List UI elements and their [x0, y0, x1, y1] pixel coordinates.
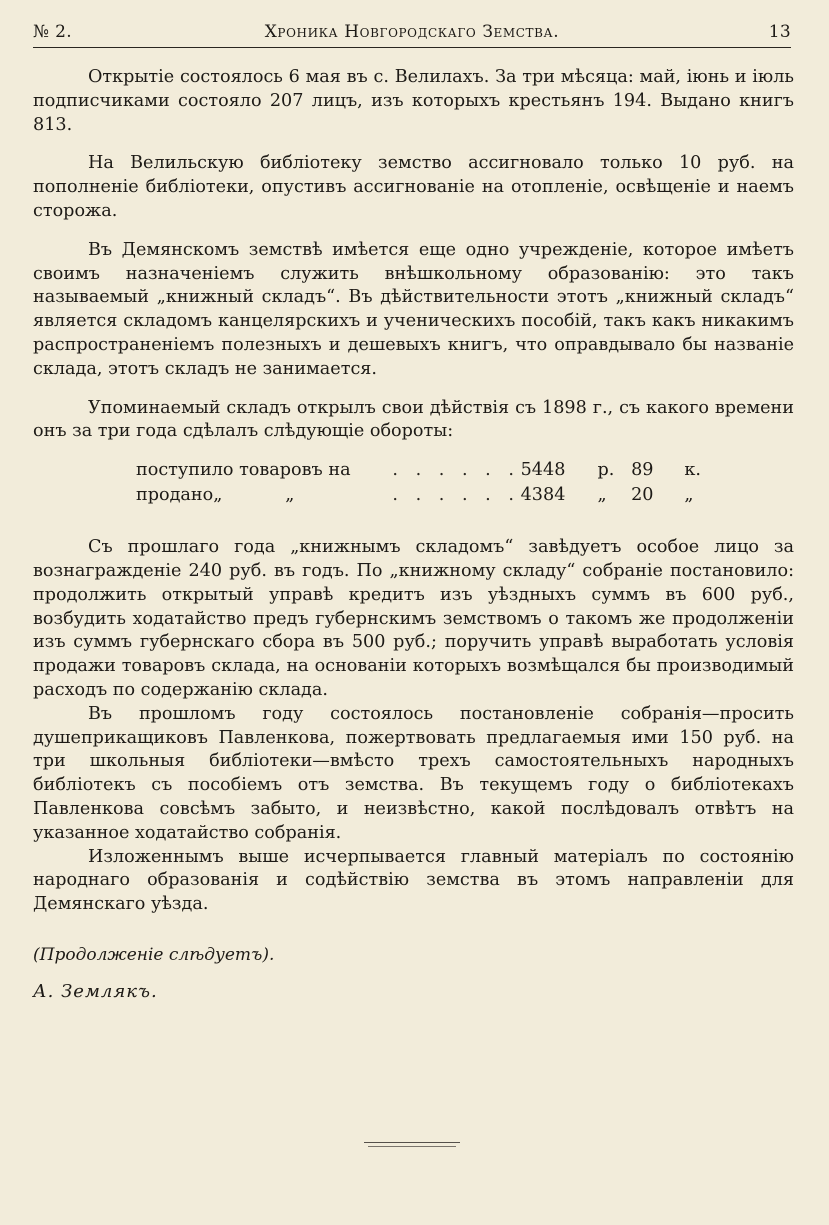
body-text [33, 66, 794, 1004]
row-kop-unit: „ [684, 485, 694, 506]
table-row [136, 484, 716, 509]
paragraph-depot-turnover: Упоминаемый складъ открылъ свои дѣйствія съ 1898 г., съ какого времени онъ за три года сдѣлалъ слѣдующіе обороты: [33, 397, 794, 442]
paragraph-conclusion: Изложеннымъ выше исчерпывается главный матеріалъ по состоянію народнаго образованія и содѣйствію земства въ этомъ направленіи для Демянскаго уѣзда. [33, 846, 794, 915]
row-item: продано [136, 485, 214, 506]
row-item-cell [136, 484, 392, 508]
paragraph-pavlenkov-libraries: Въ прошломъ году состоялось постановленіе собранія—просить душеприкащиковъ Павленкова, пожертвовать предлагаемыя ими 150 руб. на три школьныя библіотеки—вмѣсто трехъ самостоятельныхъ народныхъ библіотекъ съ пособіемъ отъ земства. Въ текущемъ году о библіотекахъ Павленкова совсѣмъ забыто, и неизвѣстно, какой послѣдовалъ отвѣтъ на указанное ходатайство собранія. [33, 703, 794, 843]
end-ornament [364, 1142, 460, 1150]
continuation-note: (Продолженіе слѣдуетъ). [33, 944, 275, 965]
turnover-table [33, 459, 716, 509]
row-kopecks: 20 [631, 485, 654, 506]
paragraph-velilsk-library: На Велильскую библіотеку земство ассигновало только 10 руб. на пополненіе библіотеки, опустивъ ассигнованіе на отопленіе, освѣщеніе и наемъ сторожа. [33, 153, 794, 221]
row-dots: . . . . . . [392, 460, 520, 481]
row-rub-unit: р. [597, 460, 615, 481]
running-title: Хроника Новгородскаго Земства. [264, 22, 560, 42]
row-kopecks: 89 [631, 460, 654, 481]
issue-number: № 2. [33, 22, 72, 42]
author-signature: А. Землякъ. [33, 980, 158, 1002]
row-dots: . . . . . . [392, 485, 520, 506]
paragraph-book-depot: Въ Демянскомъ земствѣ имѣется еще одно учрежденіе, которое имѣетъ своимъ назначеніемъ служить внѣшкольному образованію: это такъ называемый „книжный складъ“. Въ дѣйствительности этотъ „книжный складъ“ является складомъ канцелярскихъ и ученическихъ пособій, такъ какъ никакимъ распространеніемъ полезныхъ и дешевыхъ книгъ, что оправдывало бы названіе склада, этотъ складъ не занимается. [33, 239, 794, 379]
row-kop-unit: к. [684, 460, 702, 481]
paragraph-opening: Открытіе состоялось 6 мая въ с. Велилахъ. За три мѣсяца: май, іюнь и іюль подписчиками состояло 207 лицъ, изъ которыхъ крестьянъ 194. Выдано книгъ 813. [33, 67, 794, 135]
row-item: поступило товаровъ на [136, 460, 351, 481]
row-rubles: 5448 [520, 460, 566, 481]
paragraph-depot-management: Съ прошлаго года „книжнымъ складомъ“ завѣдуетъ особое лицо за вознагражденіе 240 руб. въ годъ. По „книжному складу“ собраніе постановило: продолжить открытый управѣ кредитъ изъ уѣздныхъ суммъ въ 600 руб., возбудить ходатайство предъ губернскимъ земствомъ о такомъ же продолженіи изъ суммъ губернскаго сбора въ 500 руб.; поручить управѣ выработать условія продажи товаровъ склада, на основаніи которыхъ возмѣщался бы производимый расходъ по содержанію склада. [33, 537, 794, 700]
running-header [33, 20, 791, 48]
ditto-mark: „ [213, 485, 223, 506]
header-rule [33, 47, 791, 48]
table-row [136, 459, 716, 484]
row-rubles: 4384 [520, 485, 566, 506]
row-rub-unit: „ [597, 485, 607, 506]
page-number: 13 [768, 22, 791, 42]
ditto-mark: „ [285, 485, 295, 506]
